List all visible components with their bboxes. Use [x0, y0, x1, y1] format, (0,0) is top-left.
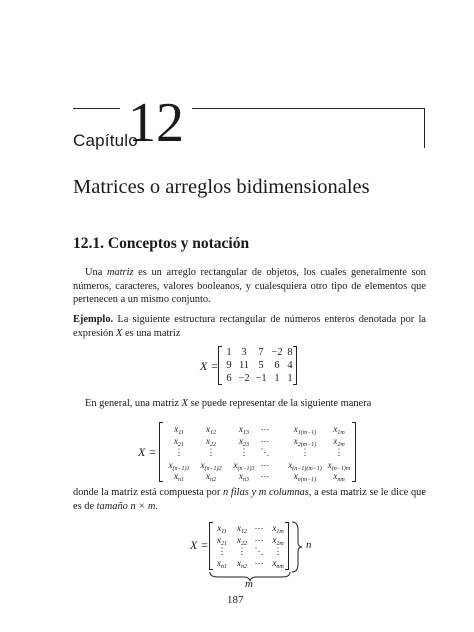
- matrix3-cell: $x_{n1}$: [217, 558, 227, 570]
- text-span: donde la matriz está compuesta por: [73, 487, 223, 498]
- matrix1-cell: 11: [238, 360, 250, 371]
- matrix2-cell: ⋮: [300, 447, 310, 457]
- matrix3-cell: $x_{2m}$: [272, 535, 284, 547]
- example-label: Ejemplo.: [73, 314, 114, 325]
- rows-label: n: [306, 539, 312, 551]
- matrix1-cell: −1: [255, 373, 267, 384]
- matrix1-label: X =: [200, 359, 219, 373]
- matrix3-cell: ⋯: [254, 558, 264, 568]
- matrix3-cell: ⋯: [254, 523, 264, 533]
- matrix1-cell: 3: [241, 347, 247, 358]
- matrix3-cell: ⋮: [237, 546, 247, 556]
- matrix1-cell: −2: [238, 373, 250, 384]
- matrix2-cell: $x_{n(m-1)}$: [293, 471, 317, 483]
- text-span: es una matriz: [122, 327, 181, 339]
- matrix1-cell: 6: [226, 373, 232, 384]
- matrix2-cell: $x_{2m}$: [333, 436, 345, 448]
- matrix2-cell: ⋮: [174, 447, 184, 457]
- cols-label: m: [245, 578, 253, 590]
- matrix2-label: X =: [138, 445, 157, 459]
- var-x: X: [181, 398, 189, 409]
- section-title: 12.1. Conceptos y notación: [73, 235, 250, 252]
- text-span: es un arreglo rectangular de objetos, los cuales generalmente son números, caracteres, valores booleanos, y cualesquiera otro tipo de elementos que pertenecen a un mismo conjunto.: [73, 267, 426, 306]
- matrix2-cell: $x_{n3}$: [239, 471, 249, 483]
- matrix2-cell: $x_{(n-1)(m-1)}$: [288, 460, 322, 472]
- matrix2-cell: $x_{(n-1)1}$: [168, 460, 190, 472]
- matrix2-cell: ⋮: [206, 447, 216, 457]
- matrix1-cell: −2: [271, 347, 283, 358]
- matrix2-cell: ⋮: [334, 447, 344, 457]
- matrix3-cell: $x_{21}$: [217, 535, 227, 547]
- matrix2-cell: ⋯: [260, 424, 270, 434]
- matrix1-cell: 8: [287, 347, 293, 358]
- var-x: X: [116, 327, 123, 339]
- matrix2-cell: $x_{21}$: [174, 436, 184, 448]
- text-span: En general, una matriz: [85, 398, 182, 409]
- composition-paragraph: [73, 486, 426, 513]
- matrix2-cell: $x_{1m}$: [333, 424, 345, 436]
- text-span: , a esta matriz se le dice que es de: [73, 487, 426, 512]
- matrix1-cell: 7: [258, 347, 264, 358]
- matrix3-cell: ⋮: [217, 546, 227, 556]
- matrix1-cell: 4: [287, 360, 293, 371]
- matrix3-cell: $x_{12}$: [237, 523, 247, 535]
- matrix2-cell: ⋮: [239, 447, 249, 457]
- right-brace-icon: [290, 520, 304, 574]
- matrix2-cell: $x_{(n-1)m}$: [327, 460, 351, 472]
- matrix2-cell: $x_{23}$: [239, 436, 249, 448]
- matrix2-cell: ⋯: [260, 471, 270, 481]
- rows-columns-text: n filas y m columnas: [223, 487, 309, 498]
- matrix2-cell: $x_{(n-1)2}$: [200, 460, 222, 472]
- matrix2-cell: $x_{nm}$: [333, 471, 345, 483]
- matrix3-cell: ⋱: [254, 546, 264, 556]
- matrix3-cell: $x_{11}$: [217, 523, 227, 535]
- text-span: La siguiente estructura rectangular de números enteros denotada por la expresión: [73, 314, 426, 339]
- example-paragraph: [73, 313, 426, 340]
- matrix2-cell: $x_{2(m-1)}$: [293, 436, 317, 448]
- matrix2-cell: ⋯: [260, 460, 270, 470]
- matrix1-cell: 1: [287, 373, 293, 384]
- matrix2-cell: ⋱: [260, 447, 270, 457]
- size-text: tamaño n × m: [96, 500, 156, 512]
- text-span: Una: [85, 267, 107, 278]
- matrix2-cell: $x_{1(m-1)}$: [293, 424, 317, 436]
- matrix2-cell: ⋯: [260, 436, 270, 446]
- matrix1-cell: 6: [274, 360, 280, 371]
- matrix3-cell: $x_{22}$: [237, 535, 247, 547]
- term-matriz: matriz: [106, 267, 134, 278]
- chapter-number: 12: [128, 92, 184, 154]
- matrix3-cell: ⋮: [273, 546, 283, 556]
- matrix3-cell: $x_{1m}$: [272, 523, 284, 535]
- matrix3-cell: ⋯: [254, 535, 264, 545]
- matrix2-cell: $x_{(n-1)3}$: [233, 460, 255, 472]
- definition-paragraph: [73, 266, 426, 307]
- matrix2-cell: $x_{n2}$: [206, 471, 216, 483]
- matrix3-cell: $x_{nm}$: [272, 558, 284, 570]
- chapter-title: Matrices o arreglos bidimensionales: [73, 176, 370, 198]
- text-span: .: [155, 500, 158, 512]
- matrix1-cell: 5: [258, 360, 264, 371]
- matrix2-cell: $x_{12}$: [206, 424, 216, 436]
- matrix1-cell: 1: [226, 347, 232, 358]
- matrix3-label: X =: [190, 538, 209, 552]
- matrix2-cell: $x_{11}$: [174, 424, 184, 436]
- matrix2-cell: $x_{n1}$: [174, 471, 184, 483]
- general-paragraph: [73, 397, 426, 411]
- text-span: se puede representar de la siguiente manera: [188, 398, 372, 409]
- chapter-word: Capítulo: [73, 131, 138, 150]
- matrix1-cell: 9: [226, 360, 232, 371]
- matrix2-cell: $x_{13}$: [239, 424, 249, 436]
- matrix3-cell: $x_{n2}$: [237, 558, 247, 570]
- page-number: 187: [227, 594, 244, 606]
- matrix2-cell: $x_{22}$: [206, 436, 216, 448]
- matrix1-cell: 1: [274, 373, 280, 384]
